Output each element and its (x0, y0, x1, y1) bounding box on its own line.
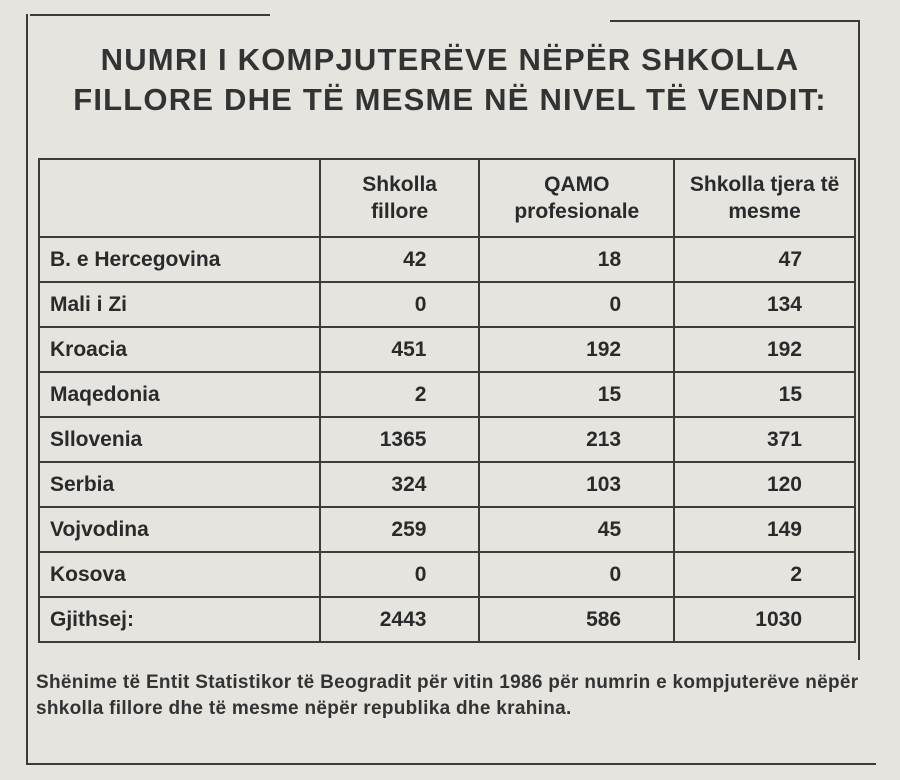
article-title (40, 40, 860, 120)
vocational-schools-cell: 0 (479, 552, 674, 597)
primary-schools-cell: 2443 (320, 597, 480, 642)
vocational-schools-cell: 192 (479, 327, 674, 372)
table-row (39, 417, 855, 462)
table-row (39, 372, 855, 417)
other-secondary-schools-cell: 192 (674, 327, 855, 372)
header-region (39, 159, 320, 237)
table-header-row (39, 159, 855, 237)
other-secondary-schools-cell: 15 (674, 372, 855, 417)
vocational-schools-cell: 0 (479, 282, 674, 327)
region-name-cell: Sllovenia (39, 417, 320, 462)
table-row (39, 597, 855, 642)
region-name-cell: Gjithsej: (39, 597, 320, 642)
primary-schools-cell: 451 (320, 327, 480, 372)
vocational-schools-cell: 586 (479, 597, 674, 642)
header-vocational-schools-label: QAMO profesionale (514, 173, 640, 223)
other-secondary-schools-cell: 1030 (674, 597, 855, 642)
primary-schools-cell: 42 (320, 237, 480, 282)
vocational-schools-cell: 18 (479, 237, 674, 282)
other-secondary-schools-cell: 149 (674, 507, 855, 552)
other-secondary-schools-cell: 134 (674, 282, 855, 327)
primary-schools-cell: 324 (320, 462, 480, 507)
region-name-cell: Kosova (39, 552, 320, 597)
other-secondary-schools-cell: 47 (674, 237, 855, 282)
region-name-cell: Vojvodina (39, 507, 320, 552)
table-row (39, 552, 855, 597)
footnote: Shënime të Entit Statistikor të Beogradit për vitin 1986 për numrin e kompjuterëve nëpër shkolla fillore dhe të mesme nëpër republika dhe krahina. (36, 672, 859, 719)
computers-table (38, 158, 856, 643)
other-secondary-schools-cell: 2 (674, 552, 855, 597)
region-name-cell: Maqedonia (39, 372, 320, 417)
vocational-schools-cell: 103 (479, 462, 674, 507)
vocational-schools-cell: 213 (479, 417, 674, 462)
frame-line-top-left (30, 14, 270, 16)
header-other-secondary-schools-label: Shkolla tjera të mesme (689, 173, 840, 223)
table-row (39, 507, 855, 552)
region-name-cell: Kroacia (39, 327, 320, 372)
region-name-cell: Mali i Zi (39, 282, 320, 327)
header-other-secondary-schools (674, 159, 855, 237)
frame-line-left (26, 14, 28, 764)
primary-schools-cell: 1365 (320, 417, 480, 462)
primary-schools-cell: 0 (320, 282, 480, 327)
region-name-cell: Serbia (39, 462, 320, 507)
table-row (39, 237, 855, 282)
frame-line-bottom (26, 763, 876, 765)
table-row (39, 327, 855, 372)
primary-schools-cell: 259 (320, 507, 480, 552)
other-secondary-schools-cell: 371 (674, 417, 855, 462)
table-row (39, 462, 855, 507)
primary-schools-cell: 0 (320, 552, 480, 597)
title-line-2: FILLORE DHE TË MESME NË NIVEL TË VENDIT: (73, 82, 827, 117)
header-vocational-schools (479, 159, 674, 237)
other-secondary-schools-cell: 120 (674, 462, 855, 507)
region-name-cell: B. e Hercegovina (39, 237, 320, 282)
header-primary-schools-label: Shkolla fillore (362, 173, 437, 223)
table-row (39, 282, 855, 327)
vocational-schools-cell: 45 (479, 507, 674, 552)
header-primary-schools (320, 159, 480, 237)
frame-line-top-right (610, 20, 860, 22)
vocational-schools-cell: 15 (479, 372, 674, 417)
primary-schools-cell: 2 (320, 372, 480, 417)
title-line-1: NUMRI I KOMPJUTERËVE NËPËR SHKOLLA (100, 42, 800, 77)
